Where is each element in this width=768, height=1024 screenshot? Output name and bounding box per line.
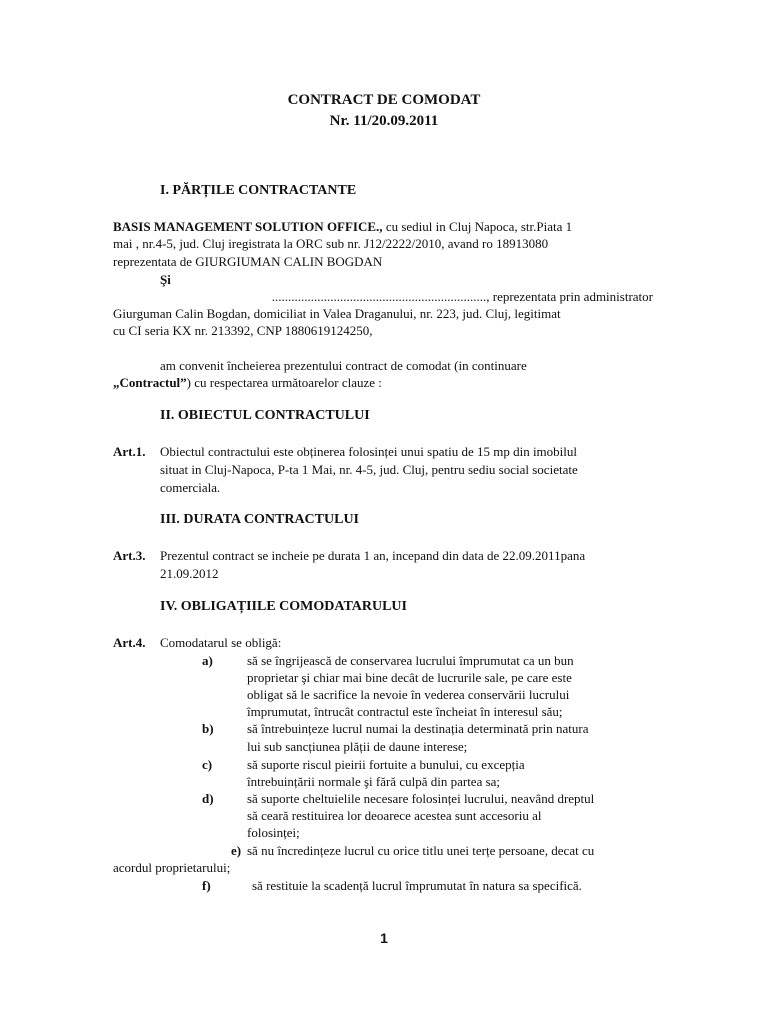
item-a-line: proprietar şi chiar mai bine decât de lucrurile sale, pe care este: [247, 670, 572, 685]
party1-address: cu sediul in Cluj Napoca, str.Piata 1: [382, 219, 573, 234]
contract-title: CONTRACT DE COMODAT: [287, 92, 481, 108]
item-d-line: să ceară restituirea lor deoarece acestea sunt accesoriu al: [247, 808, 542, 823]
item-a-line: să se îngrijească de conservarea lucrului împrumutat ca un bun: [247, 653, 574, 668]
item-a-letter: a): [202, 653, 213, 668]
agreement-bold: „Contractul”: [113, 375, 187, 390]
item-e-line: acordul proprietarului;: [113, 860, 231, 875]
item-c-line: întrebuințării normale şi fără culpă din partea sa;: [247, 774, 501, 789]
party1-name: BASIS MANAGEMENT SOLUTION OFFICE.,: [113, 219, 383, 234]
item-c-letter: c): [202, 757, 213, 772]
item-a-line: împrumutat, întrucât contractul este încheiat în interesul său;: [247, 704, 563, 719]
item-e-line: să nu încredințeze lucrul cu orice titlu unei terțe persoane, decat cu: [247, 843, 595, 858]
art-1-line2: situat in Cluj-Napoca, P-ta 1 Mai, nr. 4-5, jud. Cluj, pentru sediu social societate: [160, 462, 578, 477]
party1-line2: mai , nr.4-5, jud. Cluj iregistrata la ORC sub nr. J12/2222/2010, avand ro 18913080: [113, 236, 549, 251]
art-4-intro: Comodatarul se obligă:: [160, 635, 282, 650]
art-4-label: Art.4.: [113, 635, 146, 650]
item-d-line: să suporte cheltuielile necesare folosinței lucrului, neavând dreptul: [247, 791, 595, 806]
party2-line2: Giurguman Calin Bogdan, domiciliat in Valea Draganului, nr. 223, jud. Cluj, legitimat: [113, 306, 561, 321]
conjunction: Şi: [160, 272, 171, 287]
party2-line1: .................................................................., reprezentata prin administrator: [271, 289, 653, 304]
art-3-label: Art.3.: [113, 548, 146, 563]
item-d-line: folosinței;: [247, 825, 300, 840]
section-heading-obligations: IV. OBLIGAȚIILE COMODATARULUI: [160, 599, 407, 614]
art-1-line3: comerciala.: [160, 480, 221, 495]
item-a-line: obligat să le sacrifice la nevoie în vederea conservării lucrului: [247, 687, 570, 702]
party2-line3: cu CI seria KX nr. 213392, CNP 1880619124250,: [113, 323, 373, 338]
art-3-line1: Prezentul contract se incheie pe durata 1 an, incepand din data de 22.09.2011pana: [160, 548, 586, 563]
party1-line1: [113, 218, 653, 235]
agreement-rest: ) cu respectarea următoarelor clauze :: [186, 375, 382, 390]
agreement-line2: [113, 374, 653, 391]
art-1-label: Art.1.: [113, 444, 146, 459]
agreement-line1: am convenit încheierea prezentului contract de comodat (in continuare: [160, 358, 527, 373]
section-heading-parties: I. PĂRȚILE CONTRACTANTE: [160, 183, 357, 198]
item-f-letter: f): [202, 878, 211, 893]
party1-line3: reprezentata de GIURGIUMAN CALIN BOGDAN: [113, 254, 383, 269]
section-heading-object: II. OBIECTUL CONTRACTULUI: [160, 408, 370, 423]
item-d-letter: d): [202, 791, 214, 806]
item-f-line: să restituie la scadență lucrul împrumutat în natura sa specifică.: [252, 878, 582, 893]
item-c-line: să suporte riscul pieirii fortuite a bunului, cu excepția: [247, 757, 525, 772]
item-b-line: să întrebuințeze lucrul numai la destinația determinată prin natura: [247, 721, 589, 736]
item-b-letter: b): [202, 721, 214, 736]
section-heading-duration: III. DURATA CONTRACTULUI: [160, 512, 360, 527]
item-b-line: lui sub sancțiunea plății de daune interese;: [247, 739, 468, 754]
page-number: 1: [380, 930, 388, 946]
art-3-line2: 21.09.2012: [160, 566, 219, 581]
item-e-letter: e): [231, 843, 242, 858]
art-1-line1: Obiectul contractului este obținerea folosinței unui spatiu de 15 mp din imobilul: [160, 444, 577, 459]
contract-number: Nr. 11/20.09.2011: [329, 113, 439, 129]
